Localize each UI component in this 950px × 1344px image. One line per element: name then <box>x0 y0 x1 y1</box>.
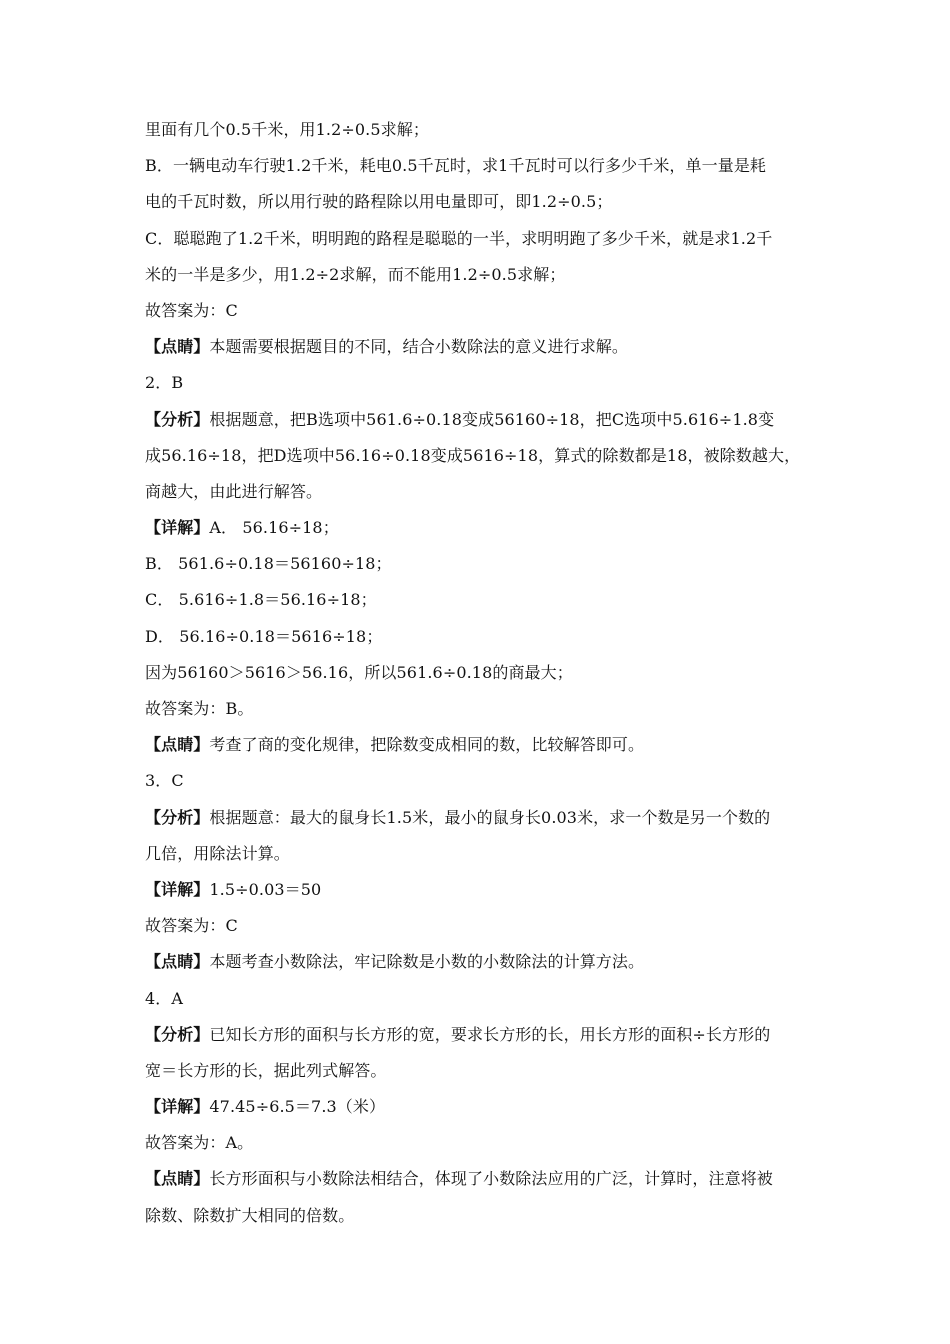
section-tag: 【分析】 <box>145 807 210 827</box>
line-text: 电的千瓦时数，所以用行驶的路程除以用电量即可，即1.2÷0.5； <box>145 192 613 212</box>
line-text: 因为56160＞5616＞56.16，所以561.6÷0.18的商最大； <box>145 662 573 682</box>
line-text: 宽＝长方形的长，据此列式解答。 <box>145 1060 387 1080</box>
comment-line <box>145 944 810 980</box>
line-text: 1.5÷0.03＝50 <box>209 879 322 899</box>
text-line <box>145 582 810 618</box>
line-text: 故答案为：A。 <box>145 1133 254 1153</box>
text-line <box>145 438 810 474</box>
line-text: 几倍，用除法计算。 <box>145 843 290 863</box>
section-tag: 【分析】 <box>145 409 210 429</box>
text-line <box>145 836 810 872</box>
question-number <box>145 365 810 401</box>
line-text: 已知长方形的面积与长方形的宽，要求长方形的长，用长方形的面积÷长方形的 <box>209 1024 771 1044</box>
text-line <box>145 184 810 220</box>
text-line <box>145 257 810 293</box>
text-line <box>145 655 810 691</box>
section-tag: 【详解】 <box>145 518 210 538</box>
text-line <box>145 1053 810 1089</box>
text-line <box>145 619 810 655</box>
text-line <box>145 148 810 184</box>
answer-line <box>145 1125 810 1161</box>
line-text: C． 5.616÷1.8＝56.16÷18； <box>145 590 377 610</box>
text-line <box>145 112 810 148</box>
line-text: 根据题意：最大的鼠身长1.5米，最小的鼠身长0.03米，求一个数是另一个数的 <box>209 807 771 827</box>
line-text: A． 56.16÷18； <box>209 518 339 538</box>
line-text: 根据题意，把B选项中561.6÷0.18变成56160÷18，把C选项中5.616÷1.8变 <box>209 409 775 429</box>
line-text: 本题考查小数除法，牢记除数是小数的小数除法的计算方法。 <box>209 952 645 972</box>
detail-line <box>145 1089 810 1125</box>
detail-line <box>145 872 810 908</box>
line-text: 47.45÷6.5＝7.3（米） <box>209 1097 386 1117</box>
analysis-line <box>145 800 810 836</box>
answer-line <box>145 293 810 329</box>
answer-line <box>145 691 810 727</box>
line-text: 2．B <box>145 373 184 393</box>
detail-line <box>145 510 810 546</box>
section-tag: 【详解】 <box>145 1097 210 1117</box>
analysis-line <box>145 402 810 438</box>
line-text: 成56.16÷18，把D选项中56.16÷0.18变成5616÷18，算式的除数都是18，被除数越大， <box>145 445 801 465</box>
text-line <box>145 474 810 510</box>
line-text: 4．A <box>145 988 184 1008</box>
line-text: 本题需要根据题目的不同，结合小数除法的意义进行求解。 <box>209 337 629 357</box>
line-text: 3．C <box>145 771 184 791</box>
line-text: 米的一半是多少，用1.2÷2求解，而不能用1.2÷0.5求解； <box>145 264 566 284</box>
line-text: D． 56.16÷0.18＝5616÷18； <box>145 626 383 646</box>
line-text: C．聪聪跑了1.2千米，明明跑的路程是聪聪的一半，求明明跑了多少千米，就是求1.2千 <box>145 228 773 248</box>
section-tag: 【点睛】 <box>145 1169 210 1189</box>
line-text: 故答案为：C <box>145 916 238 936</box>
comment-line <box>145 727 810 763</box>
document-body <box>145 112 810 1234</box>
line-text: 长方形面积与小数除法相结合，体现了小数除法应用的广泛，计算时，注意将被 <box>209 1169 773 1189</box>
line-text: 除数、除数扩大相同的倍数。 <box>145 1205 355 1225</box>
comment-line <box>145 329 810 365</box>
section-tag: 【点睛】 <box>145 337 210 357</box>
line-text: 商越大，由此进行解答。 <box>145 481 323 501</box>
comment-line <box>145 1161 810 1197</box>
line-text: 里面有几个0.5千米，用1.2÷0.5求解； <box>145 120 429 139</box>
text-line <box>145 1198 810 1234</box>
text-line <box>145 221 810 257</box>
answer-line <box>145 908 810 944</box>
line-text: B．一辆电动车行驶1.2千米，耗电0.5千瓦时，求1千瓦时可以行多少千米，单一量是耗 <box>145 156 767 176</box>
text-line <box>145 546 810 582</box>
question-number <box>145 981 810 1017</box>
section-tag: 【点睛】 <box>145 952 210 972</box>
line-text: 故答案为：C <box>145 300 238 320</box>
section-tag: 【分析】 <box>145 1024 210 1044</box>
line-text: 故答案为：B。 <box>145 699 254 718</box>
line-text: 考查了商的变化规律，把除数变成相同的数，比较解答即可。 <box>209 735 645 755</box>
section-tag: 【点睛】 <box>145 735 210 755</box>
analysis-line <box>145 1017 810 1053</box>
question-number <box>145 763 810 799</box>
line-text: B． 561.6÷0.18＝56160÷18； <box>145 554 392 574</box>
section-tag: 【详解】 <box>145 879 210 899</box>
